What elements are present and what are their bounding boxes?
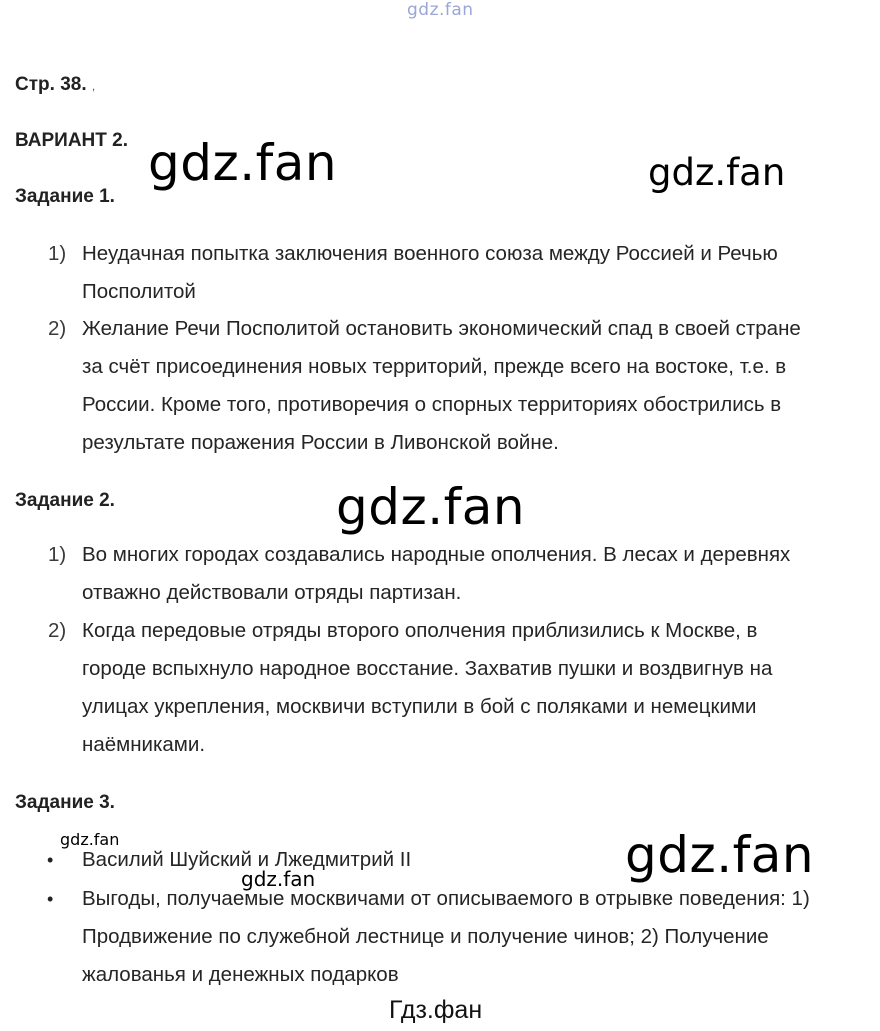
top-watermark: gdz.fan (407, 0, 474, 20)
list-marker: 2) (48, 619, 67, 642)
task-3-title: Задание 3. (15, 792, 115, 813)
watermark-text: gdz.fan (648, 151, 786, 194)
watermark-text: gdz.fan (60, 830, 120, 849)
list-marker: 1) (48, 543, 67, 566)
task-1-title: Задание 1. (15, 186, 115, 207)
text-line: отважно действовали отряды партизан. (82, 581, 462, 604)
bullet-marker: • (47, 850, 54, 870)
text-line: жалованья и денежных подарков (82, 963, 399, 986)
variant-title: ВАРИАНТ 2. (15, 130, 128, 151)
list-marker: 1) (48, 242, 67, 265)
text-line: Когда передовые отряды второго ополчения приблизились к Москве, в (82, 619, 758, 642)
text-line: улицах укрепления, москвичи вступили в бой с поляками и немецкими (82, 695, 757, 718)
list-marker: 2) (48, 317, 67, 340)
text-line: за счёт присоединения новых территорий, прежде всего на востоке, т.е. в (82, 355, 787, 378)
page-ref-tail: , (91, 79, 96, 93)
text-line: результате поражения России в Ливонской войне. (82, 431, 559, 454)
footer-watermark: Гдз.фан (389, 996, 483, 1024)
text-line: Продвижение по служебной лестнице и получение чинов; 2) Получение (82, 925, 769, 948)
task-2-title: Задание 2. (15, 490, 115, 511)
text-line: наёмниками. (82, 733, 206, 756)
page-ref-text: Стр. 38. (15, 74, 87, 95)
bullet-marker: • (47, 889, 54, 909)
text-line: Выгоды, получаемые москвичами от описываемого в отрывке поведения: 1) (82, 887, 810, 910)
text-line: Во многих городах создавались народные ополчения. В лесах и деревнях (82, 543, 791, 566)
watermark-text: gdz.fan (336, 478, 526, 536)
text-line: Желание Речи Посполитой остановить экономический спад в своей стране (82, 317, 801, 340)
page-reference (15, 74, 95, 96)
watermark-text: gdz.fan (625, 826, 815, 884)
text-line: Василий Шуйский и Лжедмитрий II (82, 848, 412, 871)
text-line: Посполитой (82, 280, 196, 303)
text-line: городе вспыхнуло народное восстание. Захватив пушки и воздвигнув на (82, 657, 773, 680)
text-line: России. Кроме того, противоречия о спорных территориях обострились в (82, 393, 782, 416)
watermark-text: gdz.fan (241, 867, 316, 891)
text-line: Неудачная попытка заключения военного союза между Россией и Речью (82, 242, 778, 265)
watermark-text: gdz.fan (148, 134, 338, 192)
